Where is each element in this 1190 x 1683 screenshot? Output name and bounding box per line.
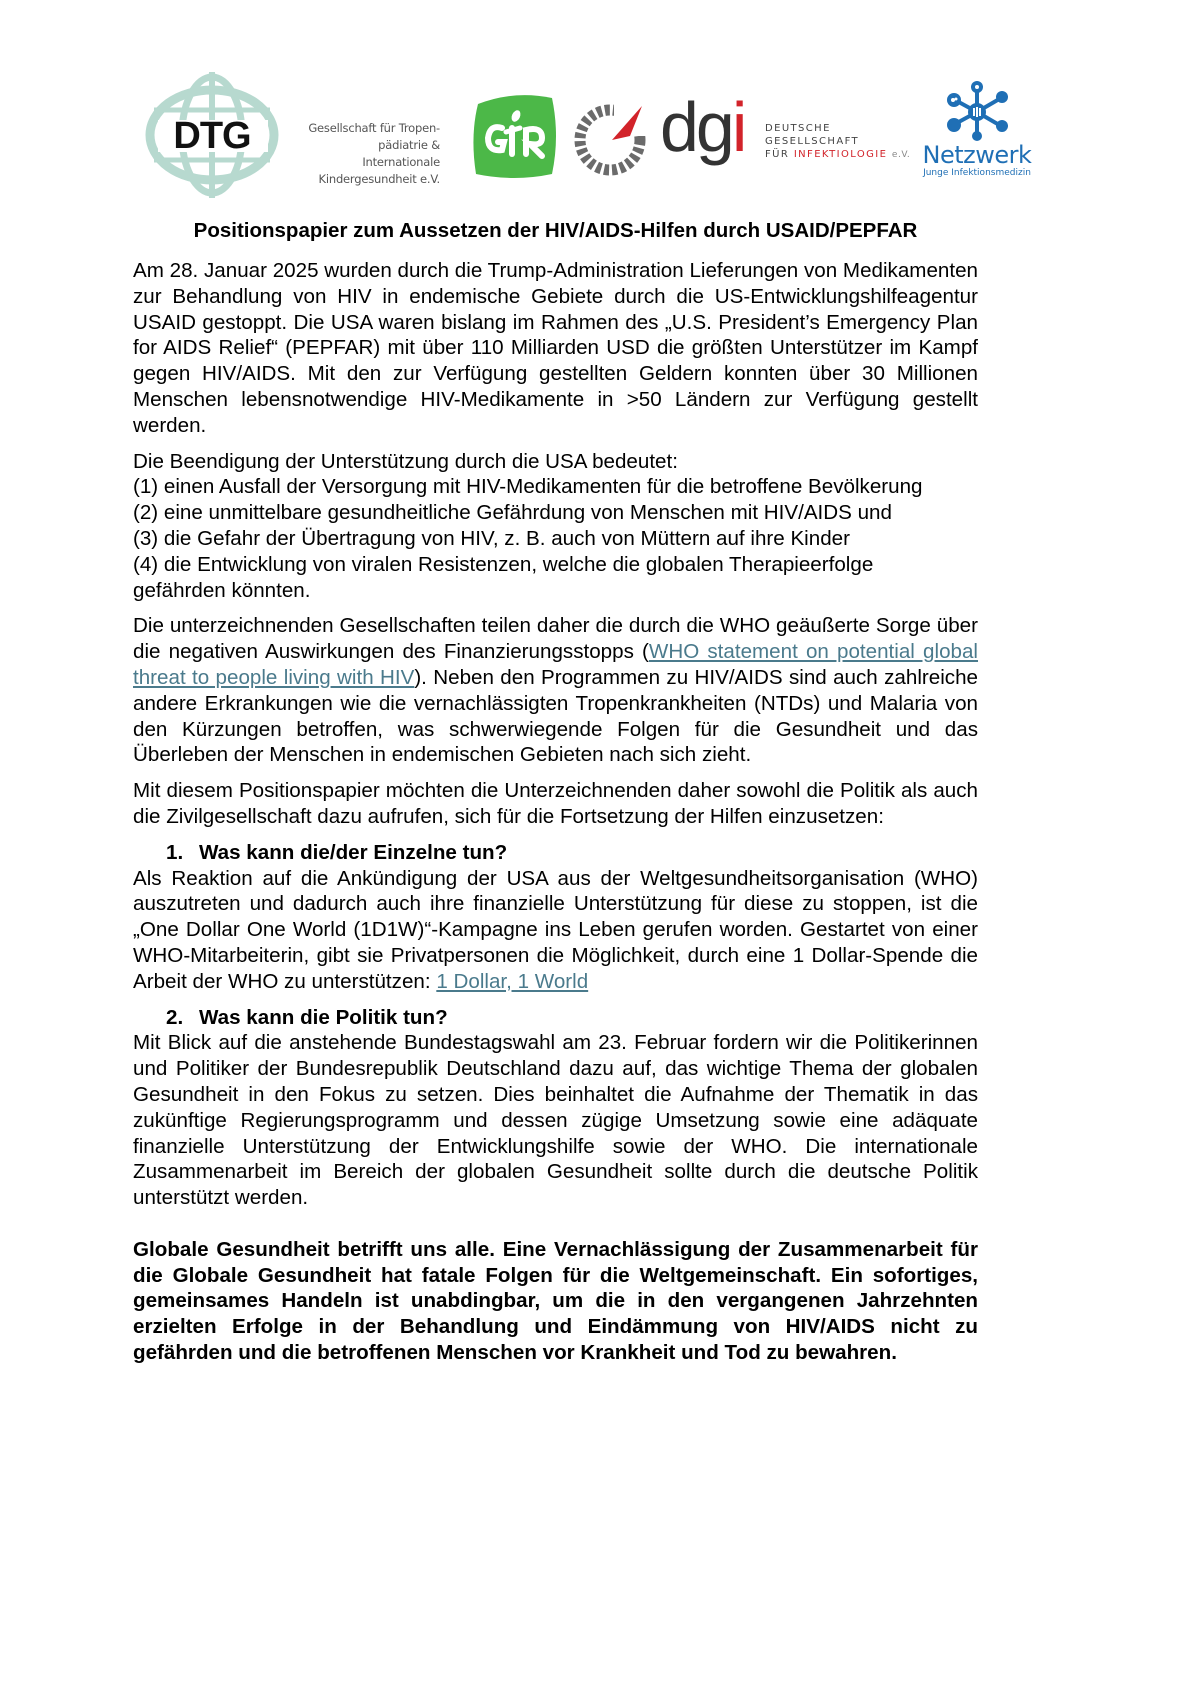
who-statement-link[interactable]: WHO statement on potential global threat to people living with HIV [133, 640, 979, 689]
svg-text:DTG: DTG [173, 115, 251, 157]
dtg-globe-icon [140, 70, 280, 200]
dgi-logo-icon [570, 96, 652, 178]
section-heading-individual: 1. Was kann die/der Einzelne tun? [166, 840, 508, 864]
gtp-logo-text: Gesellschaft für Tropen- pädiatrie & Internationale Kindergesundheit e.V. [308, 121, 440, 186]
consequence-item: (2) eine unmittelbare gesundheitliche Gefährdung von Menschen mit HIV/AIDS und [133, 501, 892, 525]
consequence-item: (1) einen Ausfall der Versorgung mit HIV-Medikamenten für die betroffene Bevölkerung [133, 475, 923, 499]
conclusion-paragraph: Globale Gesundheit betrifft uns alle. Eine Vernachlässigung der Zusammenarbeit für die Globale Gesundheit hat fatale Folgen für die Weltgemeinschaft. Ein sofortiges, gemeinsames Handeln ist unabdingbar, um die in den vergangenen Jahrzehnten erzielten Erfolge in der Behandlung und Eindämmung von HIV/AIDS nicht zu gefährden und die betroffenen Menschen vor Krankheit und Tod zu bewahren. [133, 1237, 978, 1365]
call-paragraph: Mit diesem Positionspapier möchten die Unterzeichnenden daher sowohl die Politik als auch die Zivilgesellschaft dazu aufrufen, sich für die Fortsetzung der Hilfen einzusetzen: [133, 779, 978, 828]
page-title: Positionspapier zum Aussetzen der HIV/AIDS-Hilfen durch USAID/PEPFAR [193, 219, 918, 242]
network-nodes-icon [941, 80, 1013, 142]
netzwerk-logo: Netzwerk Junge Infektionsmedizin [922, 80, 1032, 200]
consequence-item: (4) die Entwicklung von viralen Resistenzen, welche die globalen Therapieerfolge [133, 552, 874, 576]
one-dollar-one-world-link[interactable]: 1 Dollar, 1 World [436, 969, 589, 993]
intro-paragraph: Am 28. Januar 2025 wurden durch die Trump-Administration Lieferungen von Medikamenten zur Behandlung von HIV in endemische Gebiete durch die US-Entwicklungshilfeagentur USAID gestoppt. Die USA waren bislang im Rahmen des „U.S. President’s Emergency Plan for AIDS Relief“ (PEPFAR) mit über 110 Milliarden USD die größten Unterstützer im Kampf gegen HIV/AIDS. Mit den zur Verfügung gestellten Geldern konnten über 30 Millionen Menschen lebensnotwendige HIV-Medikamente in >50 Ländern zur Verfügung gestellt werden. [133, 259, 978, 437]
dgi-logo-word: dgi [660, 88, 745, 166]
section-text-politics: Mit Blick auf die anstehende Bundestagswahl am 23. Februar fordern wir die Politikerinnen und Politiker der Bundesrepublik Deutschland dazu auf, das wichtige Thema der globalen Gesundheit in den Fokus zu setzen. Dies beinhaltet die Aufnahme der Thematik in das zukünftige Regierungsprogramm und dessen zügige Umsetzung sowie eine adäquate finanzielle Unterstützung der Entwicklungshilfe sowie der WHO. Die internationale Zusammenarbeit im Bereich der globalen Gesundheit sollte durch die deutsche Politik unterstützt werden. [133, 1031, 978, 1210]
dgi-logo-subtitle: DEUTSCHE GESELLSCHAFT FÜR INFEKTIOLOGIE e.V. [765, 123, 911, 160]
document-body [133, 218, 978, 1376]
who-paragraph: Die unterzeichnenden Gesellschaften teilen daher die durch die WHO geäußerte Sorge über die negativen Auswirkungen des Finanzierungsstopps (WHO statement on potential global threat to people living with HIV). Neben den Programmen zu HIV/AIDS sind auch zahlreiche andere Erkrankungen wie die vernachlässigten Tropenkrankheiten (NTDs) und Malaria von den Kürzungen betroffen, was schwerwiegende Folgen für die Gesundheit und das Überleben der Menschen in endemischen Gebieten nach sich zieht. [133, 614, 979, 767]
section-text-individual: Als Reaktion auf die Ankündigung der USA aus der Weltgesundheitsorganisation (WHO) auszutreten und dadurch auch ihre finanzielle Unterstützung für diese zu stoppen, ist die „One Dollar One World (1D1W)“-Kampagne ins Leben gerufen worden. Gestartet von einer WHO-Mitarbeiterin, gibt sie Privatpersonen die Möglichkeit, durch eine 1 Dollar-Spende die Arbeit der WHO zu unterstützen: 1 Dollar, 1 World [133, 866, 978, 993]
gtp-logo-icon [468, 90, 560, 182]
consequence-item: gefährden könnten. [133, 578, 311, 602]
dtg-logo [140, 70, 280, 200]
section-heading-politics: 2. Was kann die Politik tun? [166, 1005, 448, 1029]
consequence-item: (3) die Gefahr der Übertragung von HIV, z. B. auch von Müttern auf ihre Kinder [133, 526, 850, 550]
consequences-paragraph: Die Beendigung der Unterstützung durch die USA bedeutet: (1) einen Ausfall der Versorgung mit HIV-Medikamenten für die betroffene Bevölkerung (2) eine unmittelbare gesundheitliche Gefährdung von Menschen mit HIV/AIDS und (3) die Gefahr der Übertragung von HIV, z. B. auch von Müttern auf ihre Kinder (4) die Entwicklung von viralen Resistenzen, welche die globalen Therapieerfolge gefährden könnten. [133, 449, 978, 604]
logo-header [140, 70, 1060, 200]
